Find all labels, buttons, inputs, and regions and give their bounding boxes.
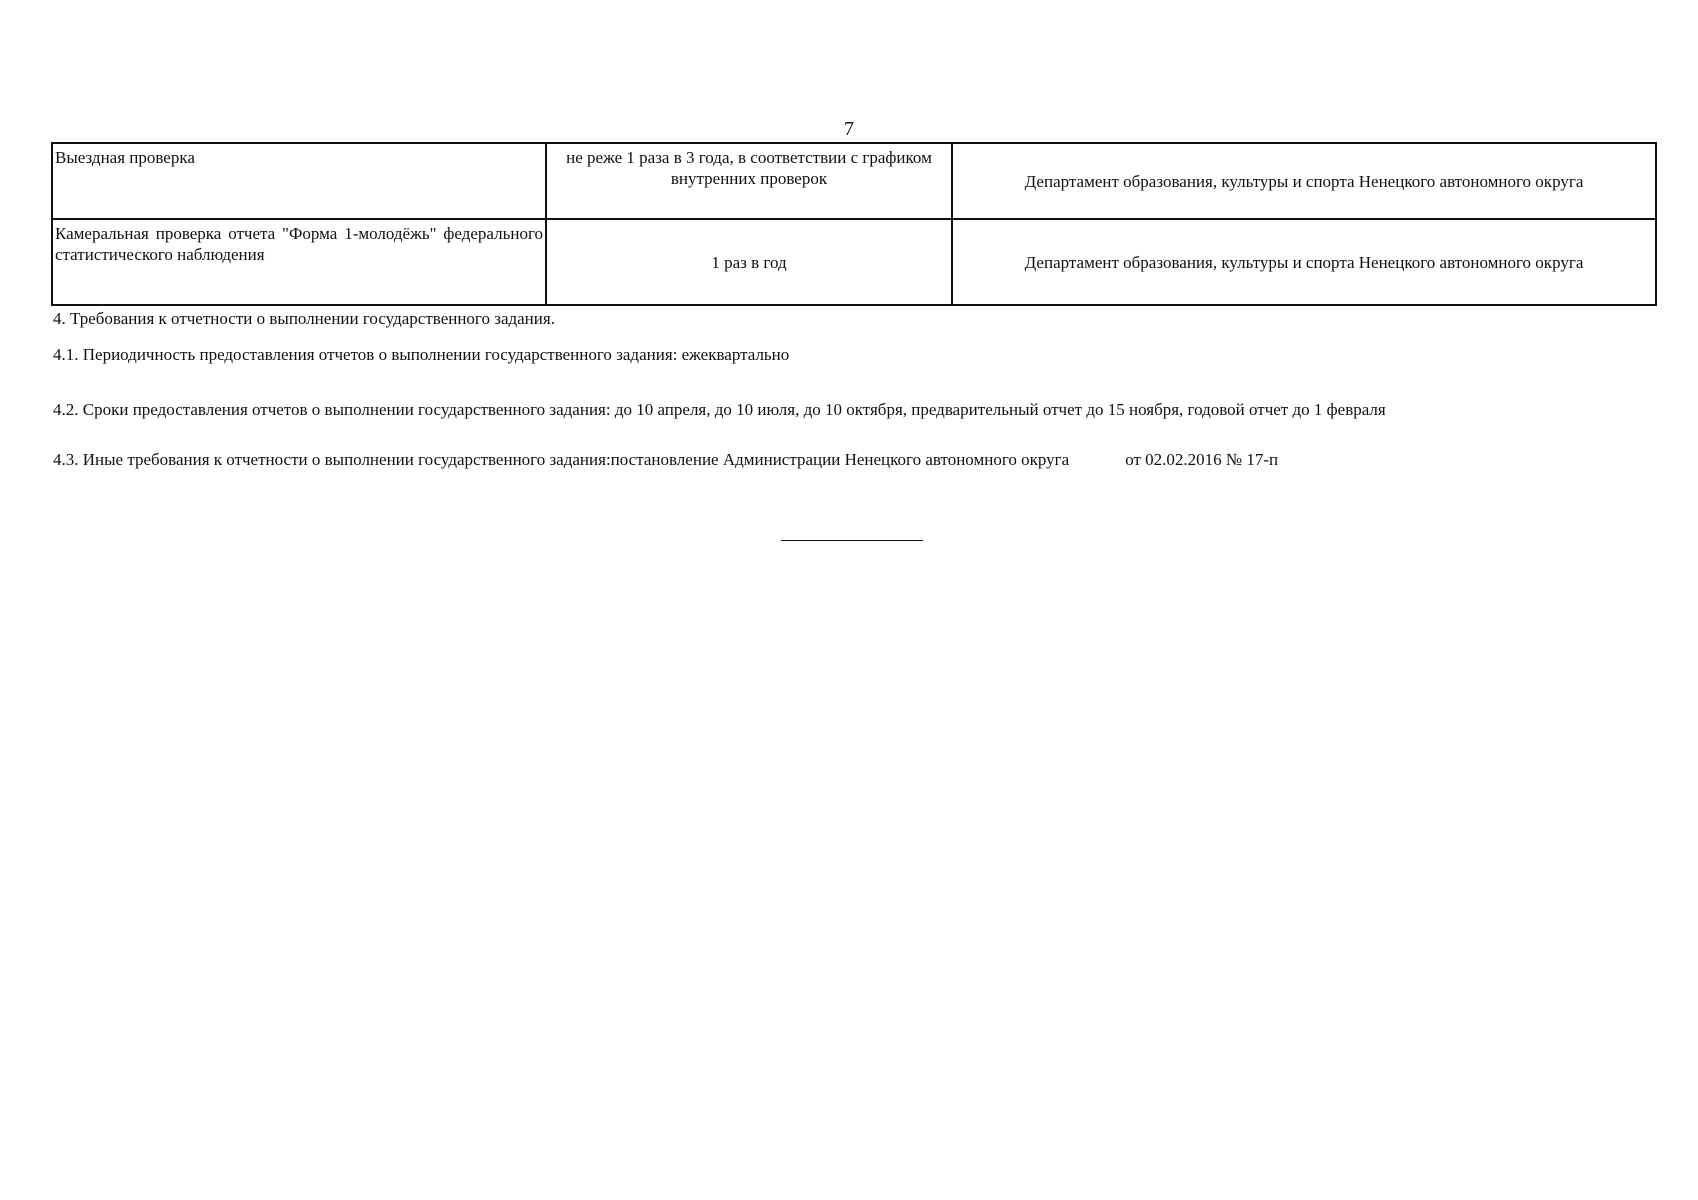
table-row bbox=[52, 143, 1656, 219]
reporting-deadlines: 4.2. Сроки предоставления отчетов о выполнении государственного задания: до 10 апреля, до 10 июля, до 10 октября, предварительный отчет до 15 ноября, годовой отчет до 1 февраля bbox=[53, 400, 1386, 419]
reporting-heading: 4. Требования к отчетности о выполнении государственного задания. bbox=[53, 309, 555, 328]
control-authority-cell: Департамент образования, культуры и спорта Ненецкого автономного округа bbox=[952, 219, 1656, 305]
other-requirements-text: 4.3. Иные требования к отчетности о выполнении государственного задания:постановление Администрации Ненецкого автономного округа bbox=[53, 450, 1070, 469]
control-form-cell: Выездная проверка bbox=[52, 143, 546, 219]
end-divider bbox=[781, 540, 923, 541]
reporting-other-requirements bbox=[53, 449, 1278, 470]
reporting-periodicity: 4.1. Периодичность предоставления отчетов о выполнении государственного задания: ежеквартально bbox=[53, 345, 790, 364]
control-form-cell: Камеральная проверка отчета "Форма 1-молодёжь" федерального статистического наблюдения bbox=[52, 219, 546, 305]
control-table bbox=[51, 142, 1657, 306]
control-authority-cell: Департамент образования, культуры и спорта Ненецкого автономного округа bbox=[952, 143, 1656, 219]
page-number: 7 bbox=[844, 118, 854, 140]
control-periodicity-cell: не реже 1 раза в 3 года, в соответствии с графиком внутренних проверок bbox=[546, 143, 952, 219]
other-requirements-reference: от 02.02.2016 № 17-п bbox=[1125, 450, 1279, 469]
table-row bbox=[52, 219, 1656, 305]
control-periodicity-cell: 1 раз в год bbox=[546, 219, 952, 305]
